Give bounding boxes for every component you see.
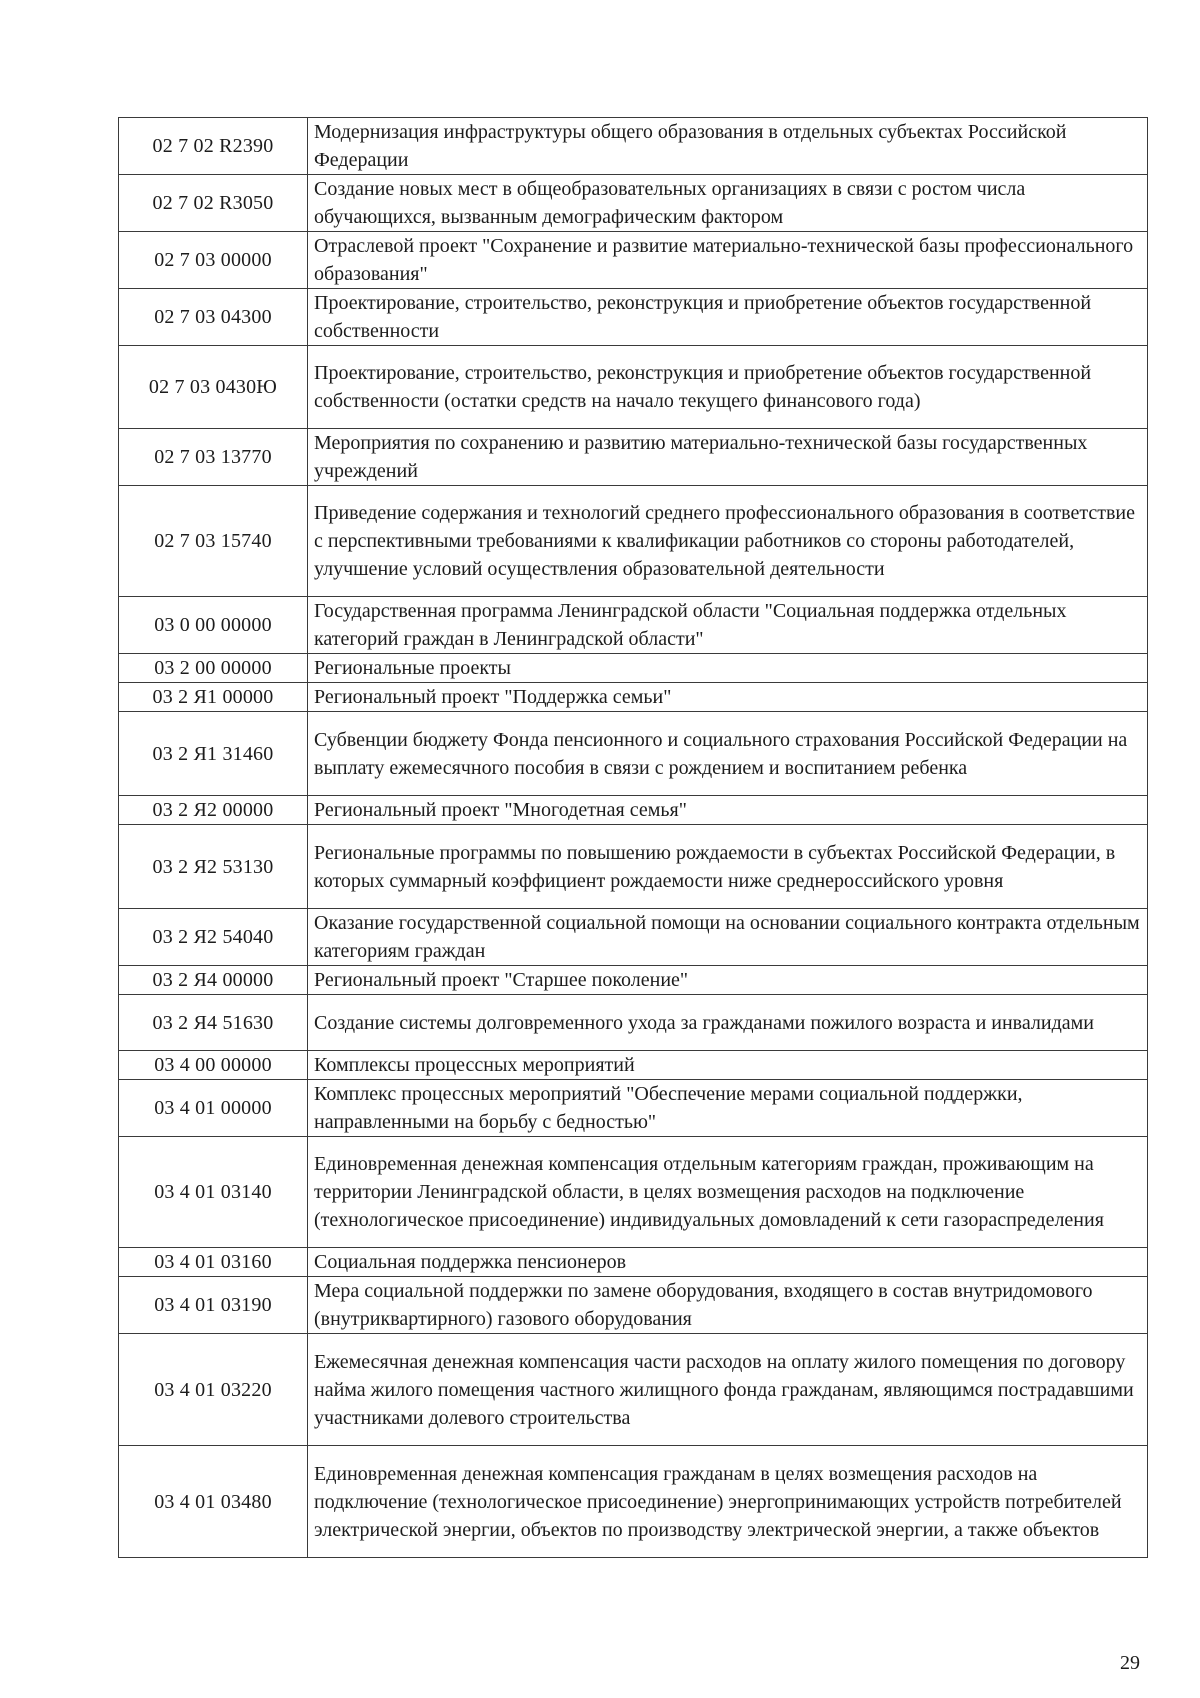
table-row [119, 909, 1148, 966]
row-description: Социальная поддержка пенсионеров [308, 1248, 1148, 1277]
table-row [119, 232, 1148, 289]
row-code: 02 7 02 R2390 [119, 118, 308, 175]
row-code: 03 2 00 00000 [119, 654, 308, 683]
table-row [119, 825, 1148, 909]
row-code: 02 7 03 0430Ю [119, 346, 308, 429]
row-description: Единовременная денежная компенсация гражданам в целях возмещения расходов на подключение (технологическое присоединение) энергопринимающих устройств потребителей электрической энергии, объектов по производству электрической энергии, а также объектов [308, 1446, 1148, 1558]
row-code: 03 4 01 03190 [119, 1277, 308, 1334]
row-description: Единовременная денежная компенсация отдельным категориям граждан, проживающим на территории Ленинградской области, в целях возмещения расходов на подключение (технологическое присоединение) индивидуальных домовладений к сети газораспределения [308, 1137, 1148, 1248]
row-description: Отраслевой проект "Сохранение и развитие материально-технической базы профессионального образования" [308, 232, 1148, 289]
row-code: 02 7 03 15740 [119, 486, 308, 597]
row-description: Региональные программы по повышению рождаемости в субъектах Российской Федерации, в которых суммарный коэффициент рождаемости ниже среднероссийского уровня [308, 825, 1148, 909]
row-code: 02 7 03 00000 [119, 232, 308, 289]
table-row [119, 796, 1148, 825]
table-row [119, 346, 1148, 429]
row-code: 02 7 03 13770 [119, 429, 308, 486]
table-row [119, 1137, 1148, 1248]
table-row [119, 597, 1148, 654]
row-description: Субвенции бюджету Фонда пенсионного и социального страхования Российской Федерации на выплату ежемесячного пособия в связи с рождением и воспитанием ребенка [308, 712, 1148, 796]
row-code: 03 2 Я2 54040 [119, 909, 308, 966]
row-description: Создание системы долговременного ухода за гражданами пожилого возраста и инвалидами [308, 995, 1148, 1051]
table-body [119, 118, 1148, 1558]
row-code: 03 2 Я2 53130 [119, 825, 308, 909]
row-code: 03 2 Я4 00000 [119, 966, 308, 995]
row-code: 03 2 Я1 00000 [119, 683, 308, 712]
row-description: Мера социальной поддержки по замене оборудования, входящего в состав внутридомового (внутриквартирного) газового оборудования [308, 1277, 1148, 1334]
table-row [119, 712, 1148, 796]
row-description: Региональные проекты [308, 654, 1148, 683]
row-description: Проектирование, строительство, реконструкция и приобретение объектов государственной собственности (остатки средств на начало текущего финансового года) [308, 346, 1148, 429]
table-row [119, 1051, 1148, 1080]
table-row [119, 175, 1148, 232]
budget-codes-table [118, 117, 1148, 1558]
row-code: 03 2 Я1 31460 [119, 712, 308, 796]
row-description: Государственная программа Ленинградской области "Социальная поддержка отдельных категорий граждан в Ленинградской области" [308, 597, 1148, 654]
row-description: Комплекс процессных мероприятий "Обеспечение мерами социальной поддержки, направленными на борьбу с бедностью" [308, 1080, 1148, 1137]
table-row [119, 486, 1148, 597]
row-description: Региональный проект "Старшее поколение" [308, 966, 1148, 995]
row-description: Приведение содержания и технологий среднего профессионального образования в соответствие с перспективными требованиями к квалификации работников со стороны работодателей, улучшение условий осуществления образовательной деятельности [308, 486, 1148, 597]
row-code: 03 4 01 00000 [119, 1080, 308, 1137]
row-description: Региональный проект "Поддержка семьи" [308, 683, 1148, 712]
row-description: Оказание государственной социальной помощи на основании социального контракта отдельным категориям граждан [308, 909, 1148, 966]
table-row [119, 118, 1148, 175]
row-code: 03 0 00 00000 [119, 597, 308, 654]
page-number: 29 [1120, 1652, 1140, 1674]
row-description: Ежемесячная денежная компенсация части расходов на оплату жилого помещения по договору найма жилого помещения частного жилищного фонда гражданам, являющимся пострадавшими участниками долевого строительства [308, 1334, 1148, 1446]
table-row [119, 1334, 1148, 1446]
row-code: 03 4 01 03140 [119, 1137, 308, 1248]
row-code: 03 2 Я4 51630 [119, 995, 308, 1051]
row-description: Проектирование, строительство, реконструкция и приобретение объектов государственной собственности [308, 289, 1148, 346]
row-description: Комплексы процессных мероприятий [308, 1051, 1148, 1080]
table-row [119, 1446, 1148, 1558]
row-description: Региональный проект "Многодетная семья" [308, 796, 1148, 825]
row-code: 02 7 02 R3050 [119, 175, 308, 232]
table-row [119, 966, 1148, 995]
row-code: 03 4 01 03480 [119, 1446, 308, 1558]
table-row [119, 429, 1148, 486]
table-row [119, 1080, 1148, 1137]
table-row [119, 1277, 1148, 1334]
row-description: Модернизация инфраструктуры общего образования в отдельных субъектах Российской Федерации [308, 118, 1148, 175]
table-row [119, 683, 1148, 712]
table-row [119, 995, 1148, 1051]
table-row [119, 289, 1148, 346]
row-code: 03 4 01 03220 [119, 1334, 308, 1446]
table-row [119, 1248, 1148, 1277]
row-description: Создание новых мест в общеобразовательных организациях в связи с ростом числа обучающихся, вызванным демографическим фактором [308, 175, 1148, 232]
row-code: 03 4 00 00000 [119, 1051, 308, 1080]
row-code: 03 2 Я2 00000 [119, 796, 308, 825]
row-description: Мероприятия по сохранению и развитию материально-технической базы государственных учреждений [308, 429, 1148, 486]
row-code: 02 7 03 04300 [119, 289, 308, 346]
row-code: 03 4 01 03160 [119, 1248, 308, 1277]
table-row [119, 654, 1148, 683]
